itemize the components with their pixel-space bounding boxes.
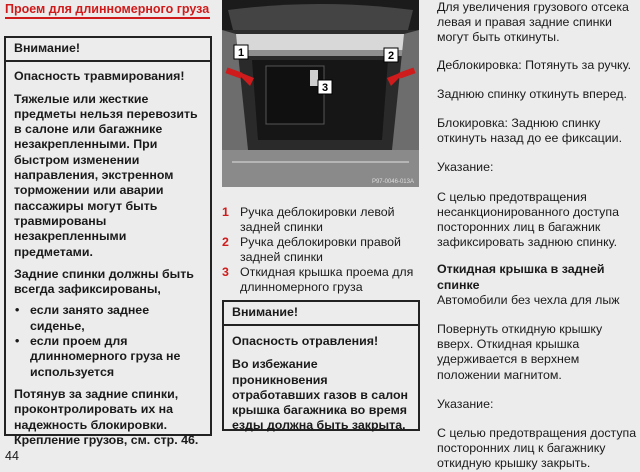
- instruction-paragraph: Автомобили без чехла для лыж: [437, 292, 620, 307]
- warning-paragraph: Во избежание проникновения отработавших газов в салон крышка багажника во время езды должна быть закрыта.: [232, 357, 408, 433]
- legend-item: [222, 235, 422, 265]
- legend-number: 2: [222, 235, 229, 249]
- injury-warning-box: [4, 36, 212, 447]
- note-text: С целью предотвращения доступа посторонних лиц к багажнику откидную крышку закрыть.: [437, 426, 637, 471]
- warning-paragraph: Тяжелые или жесткие предметы нельзя перевозить в салоне или багажнике незакрепленными. При быстром изменении направления, экстренном торможении или аварии пассажиры могут быть травмированы незакрепленными предметами.: [14, 91, 198, 259]
- callout-2: 2: [387, 50, 395, 62]
- warning-heading: Внимание!: [224, 305, 418, 326]
- callout-1: 1: [237, 47, 245, 59]
- warning-heading: Внимание!: [6, 41, 210, 62]
- legend-item: [222, 265, 422, 295]
- instruction-paragraph: Деблокировка: Потянуть за ручку.: [437, 57, 632, 72]
- warning-paragraph: Задние спинки должны быть всегда зафиксированы,: [14, 266, 194, 297]
- poisoning-warning-box: [222, 300, 420, 431]
- instructions-column: [437, 0, 637, 472]
- warning-bullet: • если проем для длинномерного груза не используется: [14, 334, 200, 380]
- instruction-paragraph: Для увеличения грузового отсека левая и правая задние спинки могут быть откинуты.: [437, 0, 629, 45]
- warning-paragraph: Потянув за задние спинки, проконтролировать их на надежность блокировки. Крепление грузов, см. стр. 46.: [14, 386, 199, 447]
- legend-number: 1: [222, 205, 229, 219]
- warning-subheading: Опасность отравления!: [232, 334, 379, 349]
- photo-caption: P97-0046-013A: [371, 179, 414, 185]
- trunk-photo: [222, 0, 419, 187]
- legend-text: Откидная крышка проема для длинномерного груза: [240, 265, 414, 294]
- page-number: 44: [5, 449, 19, 463]
- note-text: С целью предотвращения несанкционированного доступа посторонних лиц в багажник зафиксировать заднюю спинку.: [437, 189, 619, 250]
- note-label: Указание:: [437, 396, 494, 411]
- warning-subheading: Опасность травмирования!: [14, 69, 185, 84]
- section-title: Проем для длинномерного груза: [5, 2, 210, 19]
- instruction-paragraph: Блокировка: Заднюю спинку откинуть назад до ее фиксации.: [437, 116, 623, 146]
- callout-3: 3: [321, 82, 329, 94]
- instruction-paragraph: Заднюю спинку откинуть вперед.: [437, 86, 627, 101]
- subsection-heading: Откидная крышка в задней спинке: [437, 262, 605, 292]
- legend-item: [222, 205, 422, 235]
- legend-text: Ручка деблокировки левой задней спинки: [240, 205, 395, 234]
- trunk-illustration: [222, 0, 419, 187]
- photo-legend: [222, 205, 422, 295]
- legend-text: Ручка деблокировки правой задней спинки: [240, 235, 401, 264]
- warning-bullet: • если занято заднее сиденье,: [14, 303, 200, 334]
- note-label: Указание:: [437, 160, 494, 175]
- warning-bullet-list: [14, 303, 200, 379]
- instruction-paragraph: Повернуть откидную крышку вверх. Откидная крышка удерживается в верхнем положении магнитом.: [437, 322, 603, 382]
- legend-number: 3: [222, 265, 229, 279]
